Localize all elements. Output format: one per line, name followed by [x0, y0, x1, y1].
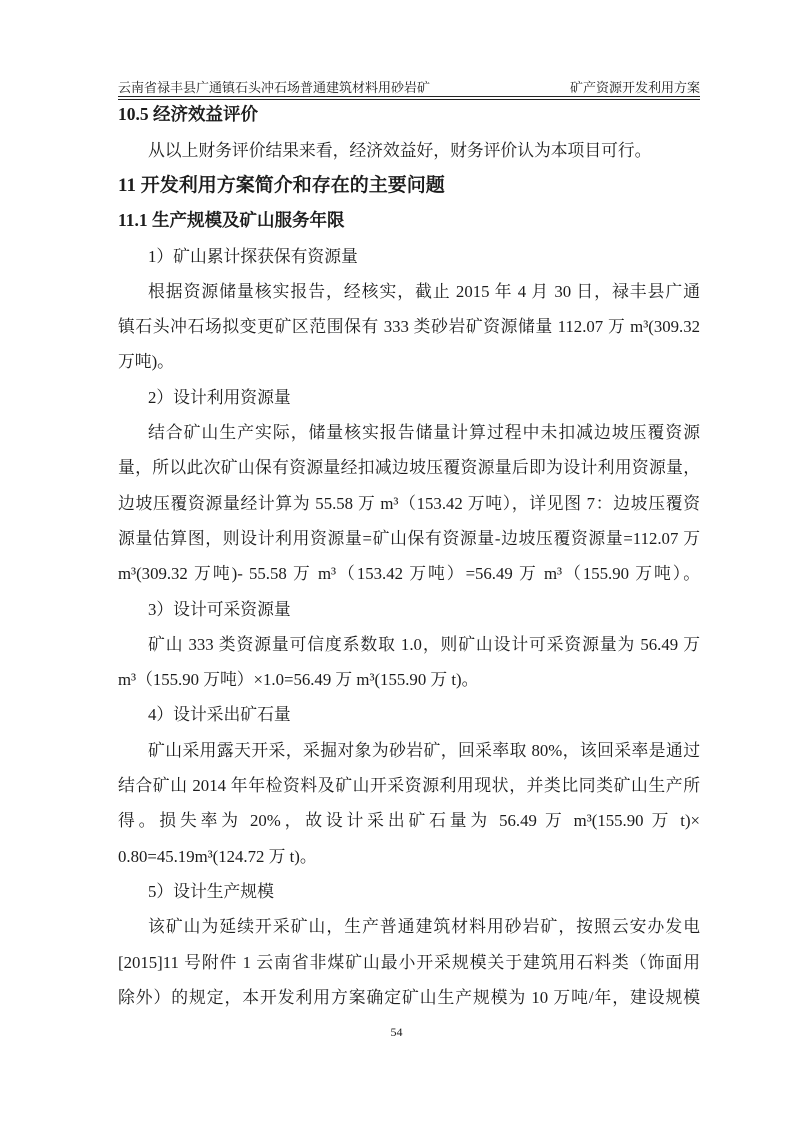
paragraph-line: 矿山采用露天开采，采掘对象为砂岩矿，回采率取 80%，该回采率是通过 — [148, 740, 700, 760]
paragraph-line: 量，所以此次矿山保有资源量经扣减边坡压覆资源量后即为设计利用资源量， — [118, 458, 700, 478]
paragraph-line: 源量估算图，则设计利用资源量=矿山保有资源量-边坡压覆资源量=112.07 万 — [118, 528, 700, 548]
paragraph-line: 根据资源储量核实报告，经核实，截止 2015 年 4 月 30 日，禄丰县广通 — [148, 281, 700, 301]
item-label-5: 5）设计生产规模 — [148, 881, 274, 901]
paragraph-line: 从以上财务评价结果来看，经济效益好，财务评价认为本项目可行。 — [148, 140, 652, 160]
page-number: 54 — [390, 1025, 403, 1039]
item-label-1: 1）矿山累计探获保有资源量 — [148, 246, 358, 266]
paragraph-line: 该矿山为延续开采矿山，生产普通建筑材料用砂岩矿，按照云安办发电 — [148, 917, 700, 937]
paragraph-line: m³(309.32 万吨)- 55.58 万 m³（153.42 万吨）=56.49 万 m³（155.90 万吨）。 — [118, 564, 700, 584]
paragraph-line: 边坡压覆资源量经计算为 55.58 万 m³（153.42 万吨），详见图 7：边坡压覆资 — [118, 493, 700, 513]
paragraph-line: 0.80=45.19m³(124.72 万 t)。 — [118, 846, 317, 866]
item-label-2: 2）设计利用资源量 — [148, 387, 291, 407]
paragraph-line: [2015]11 号附件 1 云南省非煤矿山最小开采规模关于建筑用石料类（饰面用 — [118, 952, 700, 972]
item-label-3: 3）设计可采资源量 — [148, 599, 291, 619]
paragraph-line: 矿山 333 类资源量可信度系数取 1.0，则矿山设计可采资源量为 56.49 万 — [148, 634, 700, 654]
paragraph-line: 镇石头冲石场拟变更矿区范围保有 333 类砂岩矿资源储量 112.07 万 m³(309.32 — [118, 317, 700, 337]
section-heading-11-1: 11.1 生产规模及矿山服务年限 — [118, 210, 345, 231]
page-header — [118, 79, 700, 96]
header-document-type: 矿产资源开发利用方案 — [569, 80, 700, 95]
paragraph-line: 结合矿山生产实际，储量核实报告储量计算过程中未扣减边坡压覆资源 — [148, 423, 700, 443]
section-heading-10-5: 10.5 经济效益评价 — [118, 104, 258, 125]
paragraph-line: 万吨)。 — [118, 352, 174, 372]
paragraph-line: 得。损失率为 20%，故设计采出矿石量为 56.49 万 m³(155.90 万 t)× — [118, 811, 700, 831]
section-heading-11: 11 开发利用方案简介和存在的主要问题 — [118, 174, 445, 196]
header-project-name: 云南省禄丰县广通镇石头冲石场普通建筑材料用砂岩矿 — [118, 80, 431, 95]
paragraph-line: 结合矿山 2014 年年检资料及矿山开采资源利用现状，并类比同类矿山生产所 — [118, 776, 700, 796]
item-label-4: 4）设计采出矿石量 — [148, 705, 291, 725]
paragraph-line: m³（155.90 万吨）×1.0=56.49 万 m³(155.90 万 t)。 — [118, 670, 479, 690]
page-content — [118, 97, 700, 1015]
paragraph-line: 除外）的规定，本开发利用方案确定矿山生产规模为 10 万吨/年，建设规模 — [118, 987, 700, 1007]
